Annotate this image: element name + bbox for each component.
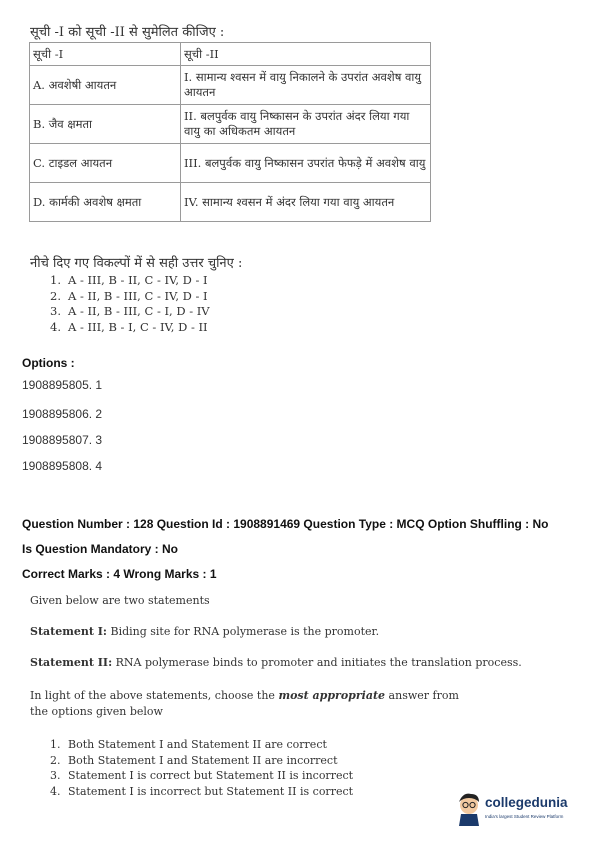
ask-text: answer from the options given below <box>30 689 459 718</box>
ask-text: In light of the above statements, choose the <box>30 689 279 702</box>
option-number: 1. <box>50 738 61 751</box>
option-number: 2. <box>50 288 61 303</box>
answer-option <box>50 737 353 753</box>
answer-options <box>50 737 353 799</box>
option-number: 1. <box>50 273 61 287</box>
answer-options <box>50 273 210 335</box>
option-number: 3. <box>50 304 61 318</box>
question-prompt: नीचे दिए गए विकल्पों में से सही उत्तर चुनिए : <box>30 256 243 271</box>
list-ii-cell: I. सामान्य श्वसन में वायु निकालने के उपरांत अवशेष वायु आयतन <box>181 66 431 105</box>
option-id: 1908895805. 1 <box>22 378 103 392</box>
list-ii-cell: III. बलपुर्वक वायु निष्कासन उपरांत फेफड़े में अवशेष वायु <box>181 144 431 183</box>
statement-intro: Given below are two statements <box>30 594 210 607</box>
option-id: 1908895807. 3 <box>22 433 103 447</box>
option-number: 4. <box>50 784 61 798</box>
table-header-row <box>30 43 431 66</box>
question-title: सूची -I को सूची -II से सुमेलित कीजिए : <box>30 25 225 40</box>
ask-emphasis: most appropriate <box>278 689 386 702</box>
option-text: A - II, B - III, C - I, D - IV <box>68 304 210 318</box>
question-marks: Correct Marks : 4 Wrong Marks : 1 <box>22 567 217 581</box>
option-number: 3. <box>50 769 61 782</box>
statement-label: Statement II: <box>30 656 113 669</box>
column-header: सूची -II <box>181 43 431 66</box>
list-i-cell: A. अवशेषी आयतन <box>30 66 181 105</box>
list-i-cell: C. टाइडल आयतन <box>30 144 181 183</box>
question-meta: Question Number : 128 Question Id : 1908891469 Question Type : MCQ Option Shuffling : No <box>22 517 549 531</box>
answer-option <box>50 784 353 800</box>
option-number: 4. <box>50 319 61 334</box>
list-i-cell: D. कार्मकी अवशेष क्षमता <box>30 183 181 222</box>
table-row <box>30 144 431 183</box>
option-text: A - III, B - I, C - IV, D - II <box>68 319 208 334</box>
answer-option <box>50 753 353 769</box>
option-id: 1908895808. 4 <box>22 459 103 473</box>
column-header: सूची -I <box>30 43 181 66</box>
statement-one <box>30 625 379 638</box>
table-row <box>30 183 431 222</box>
list-ii-cell: II. बलपुर्वक वायु निष्कासन के उपरांत अंदर लिया गया वायु का अधिकतम आयतन <box>181 105 431 144</box>
table-row <box>30 66 431 105</box>
option-text: Both Statement I and Statement II are incorrect <box>68 753 338 767</box>
option-id: 1908895806. 2 <box>22 407 103 421</box>
option-text: Both Statement I and Statement II are correct <box>68 738 327 751</box>
answer-option <box>50 289 210 305</box>
logo-body <box>459 814 479 826</box>
logo-name: collegedunia <box>485 795 568 810</box>
option-text: A - III, B - II, C - IV, D - I <box>68 273 208 287</box>
answer-option <box>50 273 210 289</box>
option-number: 2. <box>50 753 61 767</box>
options-label: Options : <box>22 356 75 370</box>
answer-option <box>50 304 210 320</box>
table-row <box>30 105 431 144</box>
question-ask <box>30 688 460 720</box>
answer-option <box>50 320 210 336</box>
statement-text: RNA polymerase binds to promoter and initiates the translation process. <box>112 656 522 669</box>
option-text: Statement I is correct but Statement II is incorrect <box>68 769 354 782</box>
statement-label: Statement I: <box>30 625 107 638</box>
list-ii-cell: IV. सामान्य श्वसन में अंदर लिया गया वायु आयतन <box>181 183 431 222</box>
option-text: A - II, B - III, C - IV, D - I <box>68 288 208 303</box>
statement-two <box>30 656 522 669</box>
logo-tagline: India's largest Student Review Platform <box>485 814 564 819</box>
statement-text: Biding site for RNA polymerase is the promoter. <box>106 625 380 638</box>
question-mandatory: Is Question Mandatory : No <box>22 542 179 556</box>
match-table <box>29 42 431 222</box>
answer-option <box>50 768 353 784</box>
list-i-cell: B. जैव क्षमता <box>30 105 181 144</box>
option-text: Statement I is incorrect but Statement II is correct <box>68 784 354 798</box>
